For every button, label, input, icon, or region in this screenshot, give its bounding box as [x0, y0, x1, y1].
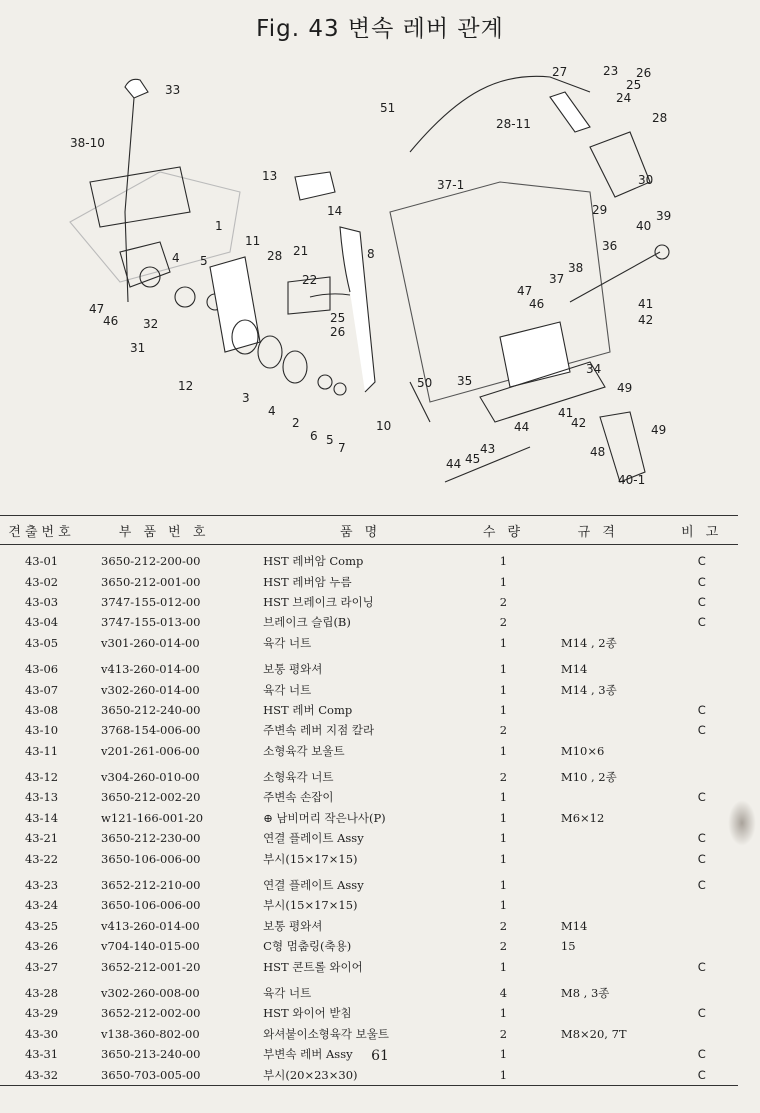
- cell-part-name: HST 콘트롤 와이어: [263, 959, 363, 974]
- cell-part-no: v138-360-802-00: [101, 1026, 200, 1041]
- callout-47a: 47: [89, 302, 105, 316]
- cell-part-name: 소형육각 너트: [263, 770, 334, 785]
- cell-part-no: v302-260-014-00: [101, 682, 200, 697]
- cell-qty: 1: [499, 702, 508, 717]
- cell-spec: [531, 700, 666, 720]
- col-header-spec: 규 격: [531, 516, 666, 545]
- table-row: [0, 828, 738, 848]
- page-number: 61: [371, 1048, 389, 1064]
- callout-1: 1: [215, 219, 223, 233]
- cell-spec: [531, 828, 666, 848]
- page-stain: [728, 800, 756, 846]
- callout-8: 8: [367, 247, 375, 261]
- cell-spec: [531, 787, 666, 807]
- cell-ref-no: 43-03: [24, 594, 59, 609]
- shift-lever-rod: [125, 98, 134, 302]
- frame-37-1: [390, 182, 610, 402]
- table-row: [0, 1003, 738, 1023]
- lever-arm-1: [210, 257, 260, 352]
- table-row: [0, 545, 738, 572]
- callout-40: 40: [636, 219, 652, 233]
- cell-ref-no: 43-01: [24, 554, 59, 569]
- table-row: [0, 741, 738, 761]
- cell-note: [665, 916, 738, 936]
- cell-note: C: [697, 1006, 706, 1021]
- table-row: [0, 787, 738, 807]
- cell-ref-no: 43-08: [24, 702, 59, 717]
- cell-ref-no: 43-04: [24, 615, 59, 630]
- cell-part-no: 3650-703-005-00: [101, 1067, 201, 1082]
- cell-spec: M14: [560, 662, 588, 677]
- cell-note: [665, 741, 738, 761]
- callout-13: 13: [262, 169, 278, 183]
- cell-qty: 4: [499, 986, 508, 1000]
- callout-36: 36: [602, 239, 618, 253]
- cell-ref-no: 43-05: [24, 635, 59, 650]
- cell-note: C: [697, 851, 706, 866]
- cell-ref-no: 43-25: [24, 918, 59, 933]
- cell-part-no: 3650-213-240-00: [101, 1047, 201, 1062]
- shift-knob-33: [125, 79, 148, 98]
- cell-part-no: 3652-212-001-20: [101, 959, 201, 974]
- parts-table-container: [0, 515, 760, 1086]
- plate-2: [283, 351, 307, 383]
- table-row: [0, 869, 738, 895]
- cell-qty: 1: [499, 554, 508, 569]
- cell-part-name: 연결 플레이트 Assy: [263, 831, 364, 846]
- cell-qty: 1: [499, 790, 508, 805]
- cell-note: C: [697, 702, 706, 717]
- callout-41a: 41: [638, 297, 654, 311]
- cell-spec: [531, 1003, 666, 1023]
- cell-qty: 2: [499, 723, 508, 738]
- cell-part-no: 3652-212-002-00: [101, 1006, 201, 1021]
- cell-spec: M10×6: [560, 743, 605, 758]
- cell-qty: 1: [499, 635, 508, 650]
- plate-34: [500, 322, 570, 387]
- cell-ref-no: 43-06: [24, 662, 59, 677]
- col-header-part-no: 부 품 번 호: [83, 516, 245, 545]
- cell-part-name: 부변속 레버 Assy: [263, 1047, 353, 1062]
- callout-5: 5: [326, 433, 334, 447]
- cell-qty: 2: [499, 594, 508, 609]
- callout-43: 43: [480, 442, 496, 456]
- callout-38-10: 38-10: [70, 136, 105, 150]
- callout-47: 47: [517, 284, 533, 298]
- cell-part-name: 주변속 레버 지점 칼라: [263, 723, 375, 738]
- table-row: [0, 653, 738, 679]
- callout-39: 39: [656, 209, 672, 223]
- callout-24: 24: [616, 91, 632, 105]
- callout-50: 50: [417, 376, 433, 390]
- callout-49: 49: [651, 423, 667, 437]
- bracket-plate-31: [120, 242, 170, 287]
- cell-part-name: 소형육각 보울트: [263, 743, 345, 758]
- cell-qty: 1: [499, 1067, 508, 1082]
- cell-spec: [531, 720, 666, 740]
- cell-qty: 1: [499, 743, 508, 758]
- exploded-parts-diagram: [30, 52, 740, 512]
- table-row: [0, 936, 738, 956]
- cell-spec: [531, 956, 666, 976]
- cell-spec: M6×12: [560, 810, 605, 825]
- cell-note: C: [697, 831, 706, 846]
- callout-40-1: 40-1: [618, 473, 646, 487]
- cell-part-name: 부시(15×17×15): [263, 851, 358, 866]
- cell-spec: [531, 571, 666, 591]
- cell-spec: M8×20, 7T: [560, 1026, 627, 1041]
- callout-32: 32: [143, 317, 159, 331]
- cell-ref-no: 43-07: [24, 682, 59, 697]
- parts-table: [0, 515, 738, 1085]
- cell-part-no: 3747-155-013-00: [101, 615, 201, 630]
- cell-part-no: v413-260-014-00: [101, 662, 200, 677]
- nut-5: [334, 383, 346, 395]
- cell-qty: 2: [499, 770, 508, 785]
- cell-note: [665, 1024, 738, 1044]
- cell-qty: 2: [499, 939, 508, 954]
- table-body: [0, 545, 738, 1085]
- callout-31: 31: [130, 341, 146, 355]
- nut-6: [318, 375, 332, 389]
- cell-part-name: 부시(20×23×30): [263, 1067, 358, 1082]
- cell-part-name: HST 레버 Comp: [263, 702, 353, 717]
- callout-21: 21: [293, 244, 309, 258]
- rod-36: [570, 252, 660, 302]
- callout-3: 3: [242, 391, 250, 405]
- cell-part-name: 연결 플레이트 Assy: [263, 878, 364, 893]
- cell-part-name: 육각 너트: [263, 635, 312, 650]
- table-row: [0, 895, 738, 915]
- callout-37: 37: [549, 272, 565, 286]
- cell-note: C: [697, 723, 706, 738]
- cell-note: C: [697, 790, 706, 805]
- figure-title: Fig. 43 변속 레버 관계: [256, 16, 504, 42]
- col-header-qty: 수 량: [476, 516, 531, 545]
- cell-spec: M10 , 2종: [560, 770, 617, 785]
- cell-qty: 1: [499, 682, 508, 697]
- col-header-ref-no: 견출번호: [0, 516, 83, 545]
- callout-26b: 26: [636, 66, 652, 80]
- callout-25: 25: [330, 311, 346, 325]
- callout-49a: 49: [617, 381, 633, 395]
- callout-41: 41: [558, 406, 574, 420]
- cell-spec: [531, 612, 666, 632]
- cell-note: C: [697, 959, 706, 974]
- cell-qty: 2: [499, 918, 508, 933]
- cell-qty: 1: [499, 1006, 508, 1021]
- callout-29: 29: [592, 203, 608, 217]
- col-header-note: 비 고: [665, 516, 738, 545]
- callout-48: 48: [590, 445, 606, 459]
- cell-spec: M8 , 3종: [560, 986, 610, 1000]
- washer-4: [258, 336, 282, 368]
- callout-10: 10: [376, 419, 392, 433]
- table-row: [0, 977, 738, 1003]
- cell-ref-no: 43-26: [24, 939, 59, 954]
- knob-13: [295, 172, 335, 200]
- cell-spec: M14 , 2종: [560, 635, 617, 650]
- table-row: [0, 1024, 738, 1044]
- callout-25b: 25: [626, 78, 642, 92]
- callout-51: 51: [380, 101, 396, 115]
- cell-part-name: 부시(15×17×15): [263, 898, 358, 913]
- cell-part-no: v304-260-010-00: [101, 770, 200, 785]
- cell-ref-no: 43-13: [24, 790, 59, 805]
- cell-part-name: 보통 평와셔: [263, 662, 323, 677]
- callout-4: 4: [268, 404, 276, 418]
- cell-ref-no: 43-24: [24, 898, 59, 913]
- cell-qty: 1: [499, 959, 508, 974]
- callout-46: 46: [529, 297, 545, 311]
- cell-spec: M14 , 3종: [560, 682, 617, 697]
- cell-note: [665, 761, 738, 787]
- cell-qty: 1: [499, 1047, 508, 1062]
- cell-ref-no: 43-30: [24, 1026, 59, 1041]
- cell-spec: [531, 895, 666, 915]
- cell-ref-no: 43-02: [24, 574, 59, 589]
- cell-part-name: ⊕ 남비머리 작은나사(P): [263, 810, 386, 825]
- callout-5a: 5: [200, 254, 208, 268]
- cell-part-no: 3652-212-210-00: [101, 878, 201, 893]
- wire-bracket-29: [590, 132, 650, 197]
- cell-note: C: [697, 554, 706, 569]
- table-row: [0, 612, 738, 632]
- cell-part-no: 3650-106-006-00: [101, 851, 201, 866]
- table-row: [0, 592, 738, 612]
- table-bottom-rule: [0, 1085, 738, 1086]
- table-row: [0, 761, 738, 787]
- callout-26: 26: [330, 325, 346, 339]
- callout-46a: 46: [103, 314, 119, 328]
- callout-42: 42: [571, 416, 587, 430]
- table-row: [0, 956, 738, 976]
- cell-part-no: 3650-212-200-00: [101, 554, 201, 569]
- table-row: [0, 916, 738, 936]
- cell-ref-no: 43-11: [24, 743, 59, 758]
- cell-spec: [531, 592, 666, 612]
- callout-28-11: 28-11: [496, 117, 531, 131]
- cell-ref-no: 43-23: [24, 878, 59, 893]
- cell-part-no: w121-166-001-20: [101, 810, 204, 825]
- cell-part-no: 3650-106-006-00: [101, 898, 201, 913]
- callout-34: 34: [586, 362, 602, 376]
- cell-spec: M14: [560, 918, 588, 933]
- callout-30: 30: [638, 173, 654, 187]
- cell-note: [665, 653, 738, 679]
- cell-ref-no: 43-32: [24, 1067, 59, 1082]
- cell-spec: 15: [560, 939, 576, 954]
- callout-27: 27: [552, 65, 568, 79]
- cell-part-name: HST 브레이크 라이닝: [263, 594, 374, 609]
- callout-42a: 42: [638, 313, 654, 327]
- callout-22: 22: [302, 273, 318, 287]
- callout-4a: 4: [172, 251, 180, 265]
- table-row: [0, 679, 738, 699]
- callout-35: 35: [457, 374, 473, 388]
- cell-part-no: v413-260-014-00: [101, 918, 200, 933]
- cell-note: [665, 895, 738, 915]
- cell-part-no: 3768-154-006-00: [101, 723, 201, 738]
- cell-ref-no: 43-28: [24, 986, 59, 1000]
- cell-ref-no: 43-10: [24, 723, 59, 738]
- callout-2: 2: [292, 416, 300, 430]
- cell-part-name: 와셔붙이소형육각 보울트: [263, 1026, 389, 1041]
- table-row: [0, 633, 738, 653]
- cell-part-no: 3650-212-230-00: [101, 831, 201, 846]
- callout-7: 7: [338, 441, 346, 455]
- cell-part-name: 브레이크 슬립(B): [263, 615, 351, 630]
- cell-part-no: v201-261-006-00: [101, 743, 200, 758]
- cell-qty: 1: [499, 831, 508, 846]
- cell-part-no: v302-260-008-00: [101, 986, 200, 1000]
- cell-qty: 1: [499, 898, 508, 913]
- cell-ref-no: 43-31: [24, 1047, 59, 1062]
- callout-45: 45: [465, 452, 481, 466]
- cell-qty: 1: [499, 810, 508, 825]
- cell-qty: 1: [499, 851, 508, 866]
- cell-ref-no: 43-21: [24, 831, 59, 846]
- cell-note: C: [697, 594, 706, 609]
- cell-part-no: v704-140-015-00: [101, 939, 200, 954]
- cell-ref-no: 43-27: [24, 959, 59, 974]
- table-row: [0, 1064, 738, 1084]
- table-header-row: [0, 516, 738, 545]
- callout-12: 12: [178, 379, 194, 393]
- callout-28: 28: [267, 249, 283, 263]
- cell-qty: 1: [499, 662, 508, 677]
- cell-part-no: 3650-212-002-20: [101, 790, 201, 805]
- callout-44a: 44: [514, 420, 530, 434]
- link-48: [600, 412, 645, 482]
- callout-11: 11: [245, 234, 261, 248]
- cell-note: [665, 977, 738, 1003]
- cell-note: [665, 633, 738, 653]
- cell-note: [665, 936, 738, 956]
- cell-part-name: C형 멈춤링(축용): [263, 939, 352, 954]
- callout-6: 6: [310, 429, 318, 443]
- cell-spec: [531, 1064, 666, 1084]
- cell-qty: 2: [499, 1026, 508, 1041]
- cell-spec: [531, 848, 666, 868]
- cell-part-no: 3650-212-001-00: [101, 574, 201, 589]
- cell-ref-no: 43-29: [24, 1006, 59, 1021]
- callout-37-1: 37-1: [437, 178, 465, 192]
- cell-qty: 1: [499, 574, 508, 589]
- table-row: [0, 571, 738, 591]
- table-row: [0, 848, 738, 868]
- cell-qty: 1: [499, 878, 508, 893]
- callout-44: 44: [446, 457, 462, 471]
- table-row: [0, 700, 738, 720]
- cell-part-no: 3650-212-240-00: [101, 702, 201, 717]
- cell-spec: [531, 869, 666, 895]
- cell-qty: 2: [499, 615, 508, 630]
- callout-28b: 28: [652, 111, 668, 125]
- cell-part-name: HST 와이어 받침: [263, 1006, 352, 1021]
- cell-note: C: [697, 1067, 706, 1082]
- table-row: [0, 720, 738, 740]
- cell-note: [665, 679, 738, 699]
- col-header-name: 품 명: [245, 516, 476, 545]
- cell-part-name: 육각 너트: [263, 986, 312, 1000]
- wire-spring: [550, 92, 590, 132]
- table-row: [0, 808, 738, 828]
- cell-note: C: [697, 574, 706, 589]
- cell-note: C: [697, 615, 706, 630]
- cell-spec: [531, 545, 666, 572]
- rod-end-39: [655, 245, 669, 259]
- callout-33: 33: [165, 83, 181, 97]
- cell-ref-no: 43-12: [24, 770, 59, 785]
- cell-ref-no: 43-22: [24, 851, 59, 866]
- cell-part-no: v301-260-014-00: [101, 635, 200, 650]
- cell-note: C: [697, 878, 706, 893]
- cell-part-name: 보통 평와셔: [263, 918, 323, 933]
- cell-part-name: 주변속 손잡이: [263, 790, 334, 805]
- cell-part-name: 육각 너트: [263, 682, 312, 697]
- washer-4-upper: [175, 287, 195, 307]
- callout-23: 23: [603, 64, 619, 78]
- cell-ref-no: 43-14: [24, 810, 59, 825]
- cell-part-name: HST 레버암 누름: [263, 574, 352, 589]
- cell-part-no: 3747-155-012-00: [101, 594, 201, 609]
- callout-38: 38: [568, 261, 584, 275]
- cell-part-name: HST 레버암 Comp: [263, 554, 364, 569]
- cell-note: C: [697, 1047, 706, 1062]
- callout-14: 14: [327, 204, 343, 218]
